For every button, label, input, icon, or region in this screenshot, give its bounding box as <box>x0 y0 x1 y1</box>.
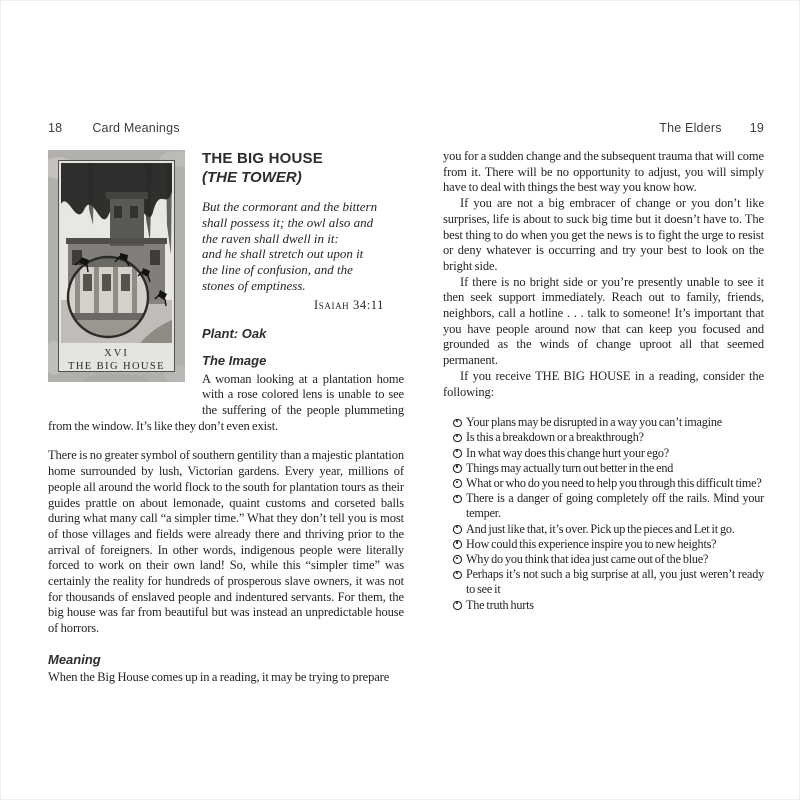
list-item-text: Things may actually turn out better in the end <box>466 460 674 475</box>
body-paragraph: you for a sudden change and the subsequent trauma that will come from it. There will be no opportunity to adjust, you will simply have to deal with things the best way you know how. <box>443 149 764 195</box>
quote-line: shall possess it; the owl also and <box>202 214 374 230</box>
tarot-card-illustration <box>48 150 185 382</box>
list-item <box>453 446 764 461</box>
card-numeral: XVI <box>104 348 129 359</box>
list-item-text: Is this a breakdown or a breakthrough? <box>466 430 644 445</box>
bullet-icon <box>453 434 462 443</box>
list-item-text: Perhaps it’s not such a big surprise at all, you just weren’t ready to see it <box>466 567 764 597</box>
body-paragraph: If you receive THE BIG HOUSE in a reading, consider the following: <box>443 368 764 399</box>
list-item-text: Your plans may be disrupted in a way you can’t imagine <box>466 415 722 430</box>
list-item <box>453 491 764 521</box>
list-item <box>453 476 764 491</box>
quote-line: the raven shall dwell in it: <box>202 230 339 246</box>
page-right <box>443 121 764 613</box>
bullet-icon <box>453 540 462 549</box>
list-item-text: And just like that, it’s over. Pick up the pieces and Let it go. <box>466 521 735 536</box>
bullet-icon <box>453 419 462 428</box>
card-title: THE BIG HOUSE <box>202 150 323 167</box>
running-head-right <box>443 121 764 136</box>
list-item <box>453 537 764 552</box>
quote-line: But the cormorant and the bittern <box>202 199 378 214</box>
page-number-right: 19 <box>749 121 764 135</box>
list-item <box>453 567 764 597</box>
quote-attribution: Isaiah 34:11 <box>314 297 384 312</box>
quote-line: stones of emptiness. <box>202 277 306 293</box>
list-item-text: How could this experience inspire you to new heights? <box>466 536 717 551</box>
plant-label: Plant: Oak <box>202 325 267 341</box>
list-item <box>453 522 764 537</box>
body-paragraph: If there is no bright side or you’re presently unable to see it then seek support immediately. Reach out to family, friends, neighbors, call a hotline . . . talk to someone! It’s important that you have people around now that can keep you focused and grounded as the winds of change uproot all that seemed permanent. <box>443 274 764 368</box>
list-item-text: In what way does this change hurt your ego? <box>466 445 669 460</box>
quote-line: the line of confusion, and the <box>202 262 353 278</box>
tarot-card <box>48 150 185 382</box>
card-subtitle: (THE TOWER) <box>202 169 302 186</box>
page-number-left: 18 <box>48 121 63 135</box>
image-section-heading: The Image <box>202 352 267 368</box>
running-head-title-left: Card Meanings <box>92 121 180 135</box>
list-item <box>453 415 764 430</box>
bullet-icon <box>453 571 462 580</box>
page-left <box>48 121 404 686</box>
card-caption: THE BIG HOUSE <box>68 361 165 372</box>
bullet-icon <box>453 464 462 473</box>
list-item <box>453 461 764 476</box>
bullet-icon <box>453 555 462 564</box>
body-paragraph: There is no greater symbol of southern gentility than a majestic plantation home surrounded by lush, Victorian gardens. Every year, millions of people all around the world flock to the south for plantation tours as their guides prattle on about lemonade, quaint customs and corseted balls during what many call “a simpler time.” What they don’t tell you is most of those villages and fields were already there and thriving prior to the arrival of foreigners. In other words, indigenous people were literally forced to work on their own land! So, while this “simpler time” was certainly the reality for hundreds of prosperous slave owners, it was not for thousands of enslaved people and indentured servants. For them, the big house was far from beautiful but was instead an unpredictable house of horrors. <box>48 448 404 636</box>
meaning-heading: Meaning <box>48 651 101 667</box>
list-item-text: Why do you think that idea just came out of the blue? <box>466 552 709 567</box>
bullet-icon <box>453 525 462 534</box>
bullet-icon <box>453 601 462 610</box>
meaning-paragraph: When the Big House comes up in a reading, it may be trying to prepare <box>48 669 390 684</box>
list-item <box>453 430 764 445</box>
running-head-title-right: The Elders <box>659 121 722 135</box>
quote-line: and he shall stretch out upon it <box>202 246 364 262</box>
bullet-icon <box>453 479 462 488</box>
list-item-text: What or who do you need to help you through this difficult time? <box>466 476 762 491</box>
bullet-icon <box>453 495 462 504</box>
list-item <box>453 552 764 567</box>
body-paragraph: If you are not a big embracer of change or you don’t like surprises, life is about to suck big time but it doesn’t have to. The best thing to do when you get the news is to fight the urge to resist or deny whatever is occurring and try your best to look on the bright side. <box>443 196 764 273</box>
image-description: A woman looking at a plantation home with a rose colored lens is unable to see the suffering of the people plummeting from the window. It’s like they don’t even exist. <box>48 371 404 433</box>
running-head-left <box>48 121 404 136</box>
list-item <box>453 598 764 613</box>
list-item-text: The truth hurts <box>466 597 534 612</box>
list-item-text: There is a danger of going completely off the rails. Mind your temper. <box>466 491 764 521</box>
consideration-list <box>443 415 764 613</box>
bullet-icon <box>453 449 462 458</box>
